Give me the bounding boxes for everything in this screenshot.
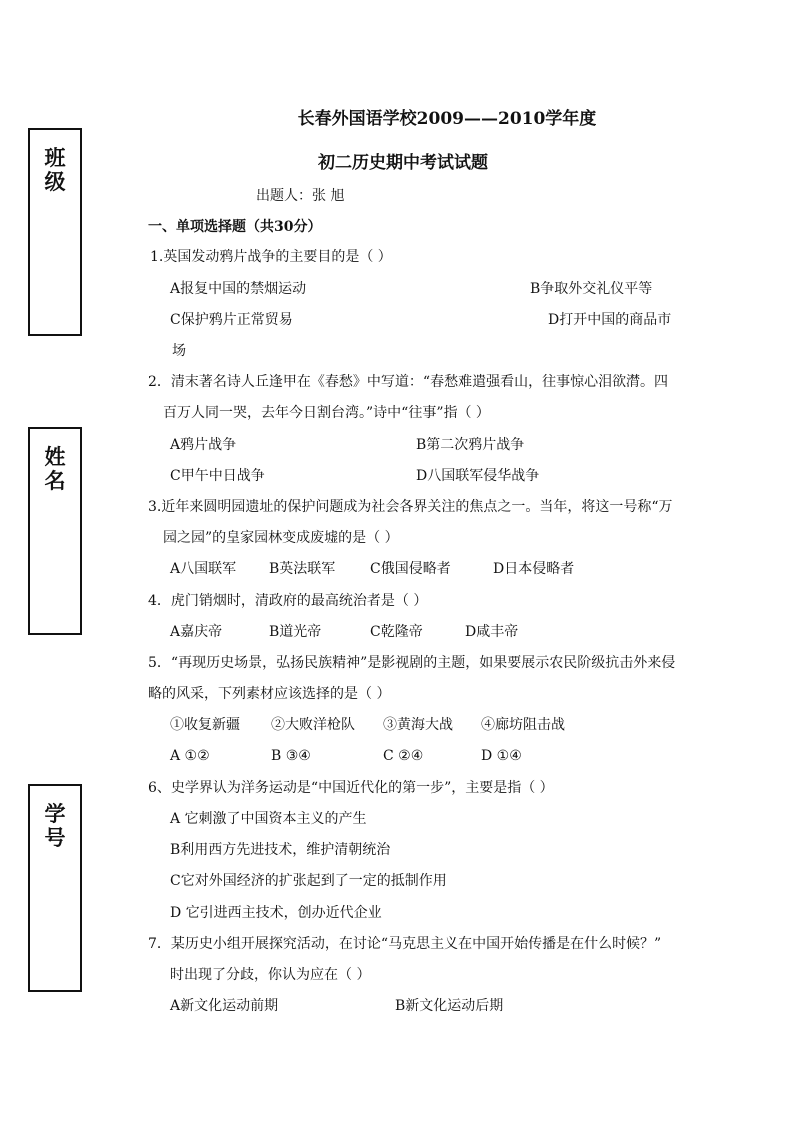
q1-stem: 1.英国发动鸦片战争的主要目的是（ ）	[150, 249, 392, 265]
q4-stem: 4．虎门销烟时，清政府的最高统治者是（ ）	[148, 593, 428, 609]
q3-option-b: B英法联军	[269, 561, 336, 577]
q5-option-c: C ②④	[383, 748, 424, 764]
class-label: 班级	[44, 146, 66, 194]
name-label: 姓名	[44, 445, 66, 493]
q2-option-b: B第二次鸦片战争	[416, 437, 525, 453]
author-line: 出题人：张 旭	[256, 188, 345, 204]
q1-option-d-cont: 场	[172, 343, 186, 359]
q2-option-c: C甲午中日战争	[170, 468, 265, 484]
name-box	[28, 427, 82, 635]
q5-option-d: D ①④	[481, 748, 522, 764]
q3-stem: 3.近年来圆明园遗址的保护问题成为社会各界关注的焦点之一。当年，将这一号称“万	[148, 499, 673, 515]
student-id-label: 学号	[44, 802, 66, 850]
q5-material-3: ③黄海大战	[383, 717, 453, 733]
q7-stem: 7．某历史小组开展探究活动，在讨论“马克思主义在中国开始传播是在什么时候？”	[148, 936, 662, 952]
q6-option-c: C它对外国经济的扩张起到了一定的抵制作用	[170, 873, 447, 889]
q2-option-a: A鸦片战争	[170, 437, 237, 453]
q6-option-a: A 它刺激了中国资本主义的产生	[170, 811, 367, 827]
q1-option-b: B争取外交礼仪平等	[530, 281, 653, 297]
section-heading: 一、单项选择题（共30分）	[148, 219, 322, 235]
q3-stem-cont: 园之园”的皇家园林变成废墟的是（ ）	[163, 530, 399, 546]
q1-option-d: D打开中国的商品市	[548, 312, 672, 328]
q5-option-b: B ③④	[271, 748, 311, 764]
q7-option-a: A新文化运动前期	[170, 998, 279, 1014]
q2-option-d: D八国联军侵华战争	[416, 468, 540, 484]
q2-stem: 2．清末著名诗人丘逢甲在《春愁》中写道：“春愁难遣强看山，往事惊心泪欲潸。四	[148, 374, 669, 390]
q6-stem: 6、史学界认为洋务运动是“中国近代化的第一步”，主要是指（ ）	[148, 780, 554, 796]
q3-option-d: D日本侵略者	[493, 561, 575, 577]
student-id-box	[28, 784, 82, 992]
q5-stem: 5．“再现历史场景，弘扬民族精神”是影视剧的主题，如果要展示农民阶级抗击外来侵	[148, 655, 676, 671]
q5-stem-cont: 略的风采，下列素材应该选择的是（ ）	[148, 686, 391, 702]
q1-option-c: C保护鸦片正常贸易	[170, 312, 293, 328]
q4-option-c: C乾隆帝	[370, 624, 423, 640]
q5-material-4: ④廊坊阻击战	[481, 717, 565, 733]
q7-stem-cont: 时出现了分歧，你认为应在（ ）	[170, 967, 371, 983]
q5-material-2: ②大败洋枪队	[271, 717, 355, 733]
q4-option-a: A嘉庆帝	[170, 624, 223, 640]
exam-title: 长春外国语学校2009——2010学年度	[297, 109, 597, 129]
q5-material-1: ①收复新疆	[170, 717, 240, 733]
q3-option-c: C俄国侵略者	[370, 561, 451, 577]
q6-option-d: D 它引进西主技术，创办近代企业	[170, 905, 382, 921]
q5-option-a: A ①②	[170, 748, 210, 764]
q7-option-b: B新文化运动后期	[395, 998, 504, 1014]
q2-stem-cont: 百万人同一哭，去年今日割台湾。”诗中“往事”指（ ）	[163, 405, 490, 421]
q4-option-d: D咸丰帝	[465, 624, 519, 640]
q3-option-a: A八国联军	[170, 561, 237, 577]
q4-option-b: B道光帝	[269, 624, 322, 640]
q1-option-a: A报复中国的禁烟运动	[170, 281, 307, 297]
exam-subtitle: 初二历史期中考试试题	[318, 153, 488, 173]
q6-option-b: B利用西方先进技术，维护清朝统治	[170, 842, 391, 858]
